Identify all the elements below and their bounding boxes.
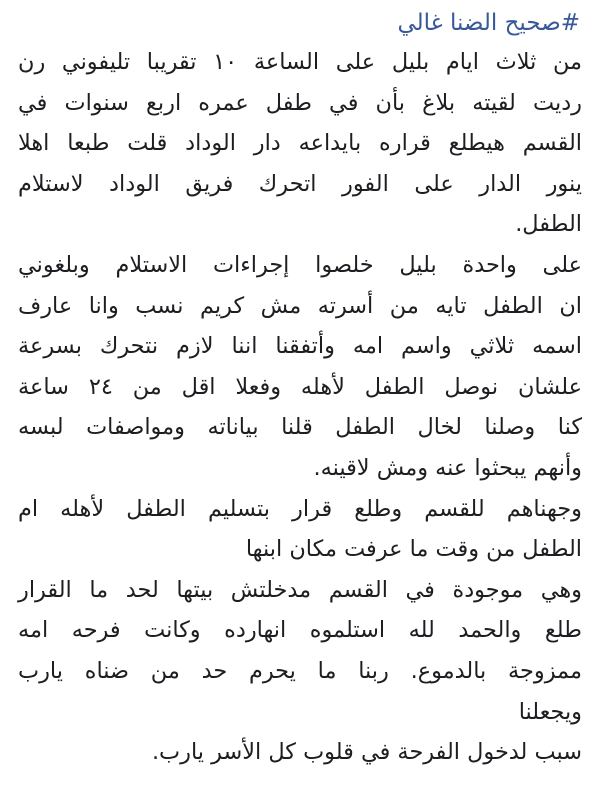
post-line: وأنهم يبحثوا عنه ومش لاقينه. — [313, 454, 582, 481]
post-line: ينور الدار على الفور اتحرك فريق الوداد لاستلام — [18, 170, 582, 197]
post-text — [18, 42, 582, 773]
post-line: كنا وصلنا لخال الطفل قلنا بياناته ومواصفات لبسه — [18, 414, 582, 441]
post-line: على واحدة بليل خلصوا إجراءات الاستلام وبلغوني — [18, 251, 582, 278]
post-line: اسمه ثلاثي واسم امه وأتفقنا اننا لازم نتحرك بسرعة — [18, 333, 582, 360]
post-line: ويجعلنا — [518, 698, 582, 725]
post-line: طلع والحمد لله استلموه انهارده وكانت فرحه امه — [18, 617, 582, 644]
post-line: من ثلاث ايام بليل على الساعة ١٠ تقريبا تليفوني رن — [18, 49, 582, 75]
post-line: رديت لقيته بلاغ بأن في طفل عمره اربع سنوات في — [18, 89, 582, 116]
post-line: القسم هيطلع قراره بايداعه دار الوداد قلت طبعا اهلا — [18, 130, 582, 157]
post-line: وهي موجودة في القسم مدخلتش بيتها لحد ما القرار — [18, 576, 582, 603]
post-line: ان الطفل تايه من أسرته مش كريم نسب وانا عارف — [18, 292, 582, 319]
post-line: الطفل. — [515, 211, 582, 238]
post-line: سبب لدخول الفرحة في قلوب كل الأسر يارب. — [151, 739, 582, 766]
hashtag-link[interactable]: #صحيح الضنا غالي — [397, 10, 580, 36]
post-line: الطفل من وقت ما عرفت مكان ابنها — [245, 536, 582, 563]
post-line: ممزوجة بالدموع. ربنا ما يحرم حد من ضناه يارب — [18, 657, 582, 684]
post-line: علشان نوصل الطفل لأهله وفعلا اقل من ٢٤ ساعة — [18, 373, 582, 400]
post-line: وجهناهم للقسم وطلع قرار بتسليم الطفل لأهله ام — [18, 495, 582, 522]
